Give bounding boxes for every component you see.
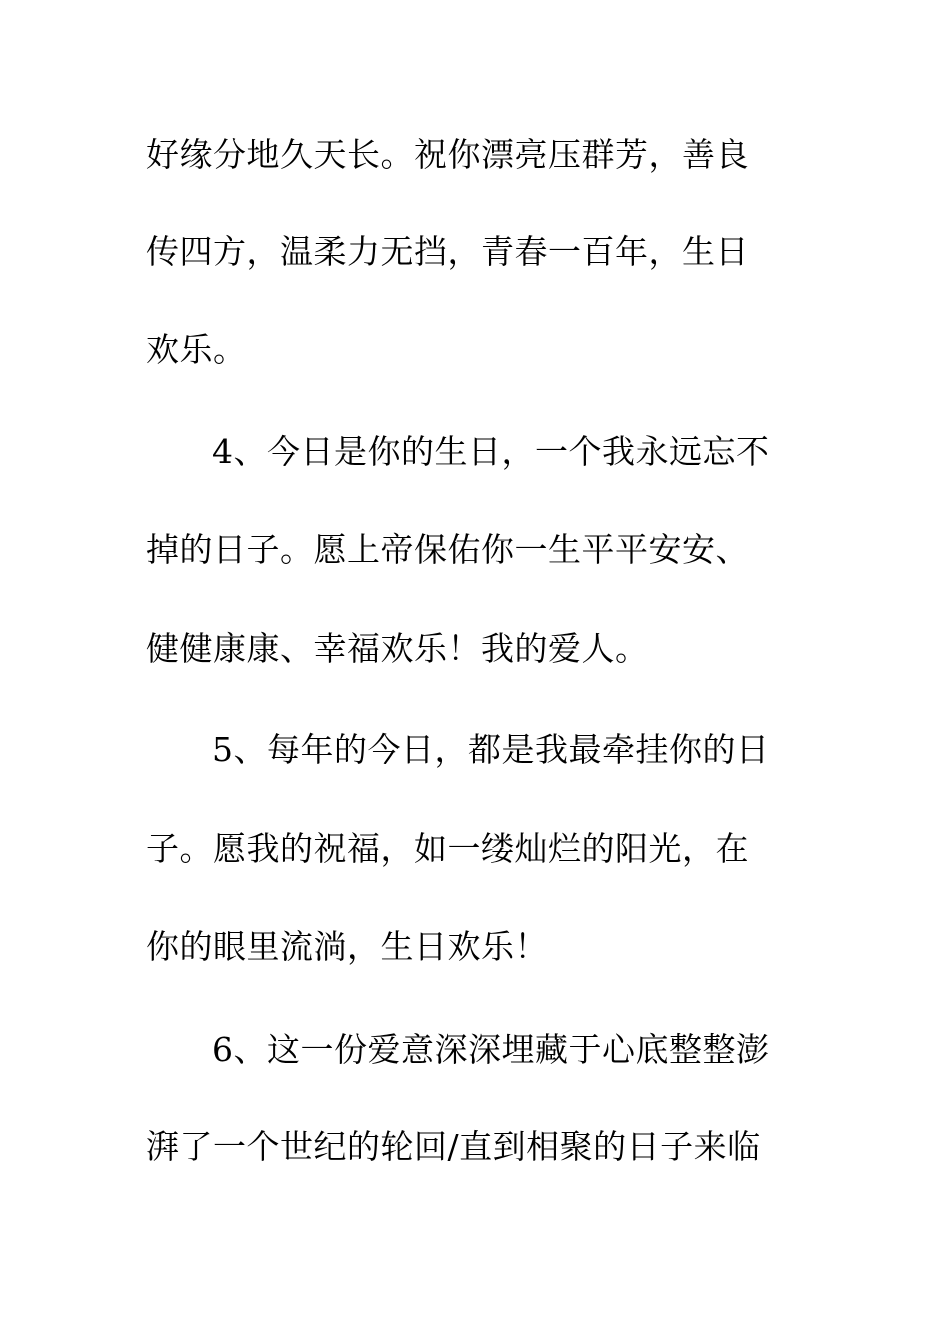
text-line-10: 6、这一份爱意深深埋藏于心底整整澎 [212, 1030, 770, 1069]
text-line-5: 掉的日子。愿上帝保佑你一生平平安安、 [146, 530, 749, 569]
text-line-11: 湃了一个世纪的轮回/直到相聚的日子来临 [146, 1127, 761, 1166]
text-line-8: 子。愿我的祝福，如一缕灿烂的阳光，在 [146, 829, 749, 868]
text-line-1: 好缘分地久天长。祝你漂亮压群芳，善良 [146, 135, 749, 174]
text-line-6: 健健康康、幸福欢乐！我的爱人。 [146, 629, 649, 668]
text-line-9: 你的眼里流淌，生日欢乐！ [146, 927, 548, 966]
text-line-7: 5、每年的今日，都是我最牵挂你的日 [212, 730, 770, 769]
text-line-3: 欢乐。 [146, 330, 247, 369]
text-line-4: 4、今日是你的生日，一个我永远忘不 [212, 432, 770, 471]
text-line-2: 传四方，温柔力无挡，青春一百年，生日 [146, 232, 749, 271]
